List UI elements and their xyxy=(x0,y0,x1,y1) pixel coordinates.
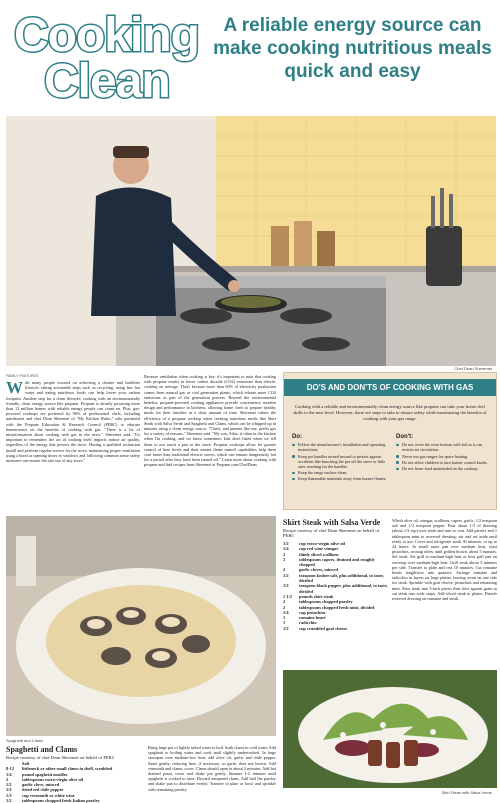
kitchen-illustration xyxy=(6,116,496,366)
steak-directions: Whisk olive oil, vinegar, scallions, capers, garlic, 1/2 teaspoon salt and 1/2 teaspoon pepper. Pour about 1/3 of dressing (about 1/3 cup) over steak and turn to coat. Add parsley and 1 tablespoon mint to reserved dressing; stir and set aside until ready to use. Cover and refrigerate steak 30 minutes, or up to 24 hours. In small saute pan over medium heat, toast pistachios, tossing often, until golden brown, about 5 minutes. Set aside. Set grill to medium-high heat or heat grill pan on stovetop over medium-high heat. Grill steak about 5 minutes per side. Transfer to plate and rest 10 minutes. Cut romaine hearts lengthwise into quarters. Arrange romaine and radicchio in layers on large platter, leaving room on one side for steak. Sprinkle with goat cheese, pistachios and remaining mint. Slice steak into 3-inch pieces then slice against grain to cut steak into wide strips. Add sliced steak to platter. Drizzle reserved dressing on romaine and steak. xyxy=(392,518,497,602)
ingredient-quantity: 1/3 xyxy=(6,792,12,798)
ingredient-name: tablespoons chopped parsley xyxy=(299,599,353,605)
dont-heading: Don't: xyxy=(396,434,414,440)
ingredient-quantity: 1/2 xyxy=(6,787,12,793)
ingredient-quantity: 1 xyxy=(283,620,286,626)
dos-donts-intro: Cooking with a reliable and environmentally clean energy source like propane can take your home chef skills to the next level. However, there are steps to take to ensure safety while maximizing the benefits of cooking with your gas range. xyxy=(293,404,487,421)
article-column-2: Because ventilation when cooking is key, it's important to note that cooking with propane results in fewer carbon dioxide (CO2) emissions than electric cooking on average. That's because more than 60% of electricity production comes from natural gas or coal generation plants, which release more CO2 emissions as part of the generation process. Beyond the environmental benefits, propane-powered cooking appliances provide convenience, modern design and performance in kitchens, allowing home chefs to prepare healthy meals for their families in a short amount of time. Sheremet values the efficiency of a propane cooktop when creating nutritious meals like Skirt Steak with Salsa Verde and Spaghetti and Clams, which can be whipped up in minutes using a clean energy source. "Chefs, and parents like me, prefer gas for a variety of reasons," Sheremet said. "My son, Atlas, is often in the kitchen when I'm cooking, and we know sometimes kids don't listen when we tell them to not touch a pan or the stove. Propane cooktops allow for greater control of heat levels and their instant flame turnoff capabilities help them cool faster than traditional electric stoves, which can remain dangerously hot for a period after they have been turned off." Learn more about cooking with propane and find recipes from Sheremet at Propane.com/ChefDean. xyxy=(144,374,276,468)
title-clean: Clean xyxy=(44,55,170,108)
ingredient-name: cup vermouth or white wine xyxy=(22,792,75,798)
ingredient-quantity: 1/2 xyxy=(283,583,289,589)
ingredient-row xyxy=(283,557,388,568)
ingredient-quantity: 2 xyxy=(283,599,286,605)
ingredient-row xyxy=(6,798,156,803)
clams-recipe-title: Spaghetti and Clams xyxy=(6,745,78,754)
ingredient-name: teaspoon black pepper, plus additional, to taste, divided xyxy=(299,583,388,594)
ingredient-name: romaine heart xyxy=(299,615,326,621)
headline-subtitle: A reliable energy source can make cooking nutritious meals quick and easy xyxy=(213,15,492,83)
spaghetti-clams-photo xyxy=(6,516,276,736)
clams-photo-caption: Spaghetti and Clams xyxy=(6,738,44,743)
ingredient-quantity: 8-12 xyxy=(6,766,15,772)
clams-recipe-credit: Recipe courtesy of chef Dean Sheremet on behalf of PERC xyxy=(6,755,115,760)
ingredient-name: littleneck or other small clams in shell, scrubbed xyxy=(22,766,113,772)
ingredient-quantity: 1/2 xyxy=(6,782,12,788)
do-item: Keep the range surface clean. xyxy=(292,470,390,475)
ingredient-quantity: 1 xyxy=(283,615,286,621)
ingredient-quantity: 1/4 xyxy=(283,546,289,552)
ingredient-name: dried red chile pepper xyxy=(22,787,64,793)
ingredient-name: radicchio xyxy=(299,620,317,626)
do-item: Keep pot handles turned inward to protect against accidents like knocking the pot off the stove or little ones reaching for the handles. xyxy=(292,454,390,470)
dont-list xyxy=(396,435,490,472)
ingredient-quantity: 2 xyxy=(283,604,286,610)
article-column-1 xyxy=(6,380,140,463)
ingredient-quantity: 2 xyxy=(283,551,286,557)
ingredient-row xyxy=(283,626,388,631)
ingredient-name: tablespoons capers, drained and roughly chopped xyxy=(299,556,375,568)
ingredient-quantity: 2 xyxy=(6,776,9,782)
steak-recipe-title: Skirt Steak with Salsa Verde xyxy=(283,518,381,527)
ingredient-quantity: 1/2 xyxy=(6,798,12,803)
ingredient-name: teaspoon kosher salt, plus additional, to taste, divided xyxy=(299,572,384,584)
ingredient-name: Salt xyxy=(22,761,30,766)
ingredient-name: tablespoons extra-virgin olive oil xyxy=(22,776,84,782)
do-item: Follow the manufacturer's installation and operating instructions. xyxy=(292,442,390,452)
dont-item: Do not cover the oven bottom with foil as it can restrict air circulation. xyxy=(396,442,490,452)
clams-ingredients xyxy=(6,761,156,803)
steak-illustration xyxy=(283,670,497,788)
ingredient-quantity: 2 xyxy=(283,567,286,573)
ingredient-quantity: 1/4 xyxy=(283,609,289,615)
skirt-steak-photo xyxy=(283,670,497,788)
clams-illustration xyxy=(6,516,276,736)
ingredient-row xyxy=(283,573,388,584)
hero-photo-chef-cooking xyxy=(6,116,496,366)
ingredient-name: cup pistachios xyxy=(299,609,326,615)
clams-directions: Bring large pot of lightly salted water to boil. Soak clams in cold water. Add spaghetti to boiling water and cook until slightly undercooked. In large saucepan over medium-low heat, add olive oil, garlic and chile pepper. Saute gently, reducing heat, if necessary, so garlic does not brown. Add vermouth and clams; cover. Clams should open in about 2 minutes. Add hot drained pasta, cover and shake pot gently. Simmer 1-2 minutes until spaghetti is cooked to taste. Discard unopened clams. Add half the parsley and shake pan to distribute evenly. Transfer to plate or bowl and sprinkle with remaining parsley. xyxy=(148,745,276,792)
byline: FAMILY FEATURES xyxy=(6,374,39,378)
ingredient-name: thinly sliced scallions xyxy=(299,551,339,557)
ingredient-quantity: 3 xyxy=(283,556,286,562)
ingredient-quantity: 1/2 xyxy=(283,625,289,631)
ingredient-name: pound spaghetti noodles xyxy=(22,771,68,777)
ingredient-name: tablespoons chopped fresh Italian parsley xyxy=(22,798,100,803)
do-heading: Do: xyxy=(292,434,302,440)
ingredient-quantity: 1/4 xyxy=(6,771,12,777)
photo-credit: Chef Dean Sheremet xyxy=(454,366,492,371)
ingredient-name: tablespoons chopped fresh mint, divided xyxy=(299,604,375,610)
do-item: Keep flammable materials away from burner flames. xyxy=(292,476,390,481)
masthead xyxy=(0,0,500,110)
ingredient-name: cup crumbled goat cheese xyxy=(299,625,348,631)
ingredient-name: cup red wine vinegar xyxy=(299,546,339,552)
ingredient-quantity: 1/2 xyxy=(283,541,289,546)
ingredient-row xyxy=(283,583,388,594)
ingredient-quantity: 1/2 xyxy=(283,572,289,578)
dont-item: Do not leave food unattended on the cooktop. xyxy=(396,466,490,471)
ingredient-quantity: 1 1/2 xyxy=(283,593,292,599)
dont-item: Never use gas ranges for space heating. xyxy=(396,454,490,459)
ingredient-name: garlic cloves, minced xyxy=(299,567,338,573)
ingredient-name: cup extra-virgin olive oil xyxy=(299,541,345,546)
dont-item: Do not allow children to turn burner control knobs. xyxy=(396,460,490,465)
dos-donts-heading: DO'S AND DON'TS OF COOKING WITH GAS xyxy=(284,379,496,396)
ingredient-name: pounds skirt steak xyxy=(299,593,334,599)
do-list xyxy=(292,435,390,483)
drop-cap: W xyxy=(6,378,23,397)
steak-ingredients xyxy=(283,541,388,631)
steak-recipe-credit: Recipe courtesy of chef Dean Sheremet on behalf of PERC xyxy=(283,528,380,539)
article-text-1: ith many people focused on achieving a cleaner and healthier lifestyle, taking actionable steps such as recycling, using less hot water and eating nutritious foods can help lower your carbon footprint. Another step for a clean lifestyle: cooking with an environmentally friendly, clean energy source like propane. Propane is already powering more than 12 million homes with reliable energy people can count on. Plus, gas-powered cooktops are preferred by 96% of professional chefs, including nutritionist and chef Dean Sheremet of "My Kitchen Rules," who partnered with the Propane Education & Research Council (PERC) to educate homeowners on the benefits of cooking with gas. "There is a lot of misinformation about cooking with gas in the news," Sheremet said. "It's important to remember, the act of cooking itself impacts indoor air quality, regardless of the energy that powers the stove. Having a qualified technician install and perform regular service for the stove, maintaining proper ventilation using a hood or opening doors or windows and following common sense safety measures can ensure the safe use of any stove." xyxy=(6,380,140,464)
steak-photo-caption: Skirt Steak with Salsa Verde xyxy=(441,790,492,795)
dos-and-donts-box xyxy=(283,372,497,510)
ingredient-name: garlic clove, minced xyxy=(22,782,60,788)
title-cooking: Cooking xyxy=(14,9,199,62)
